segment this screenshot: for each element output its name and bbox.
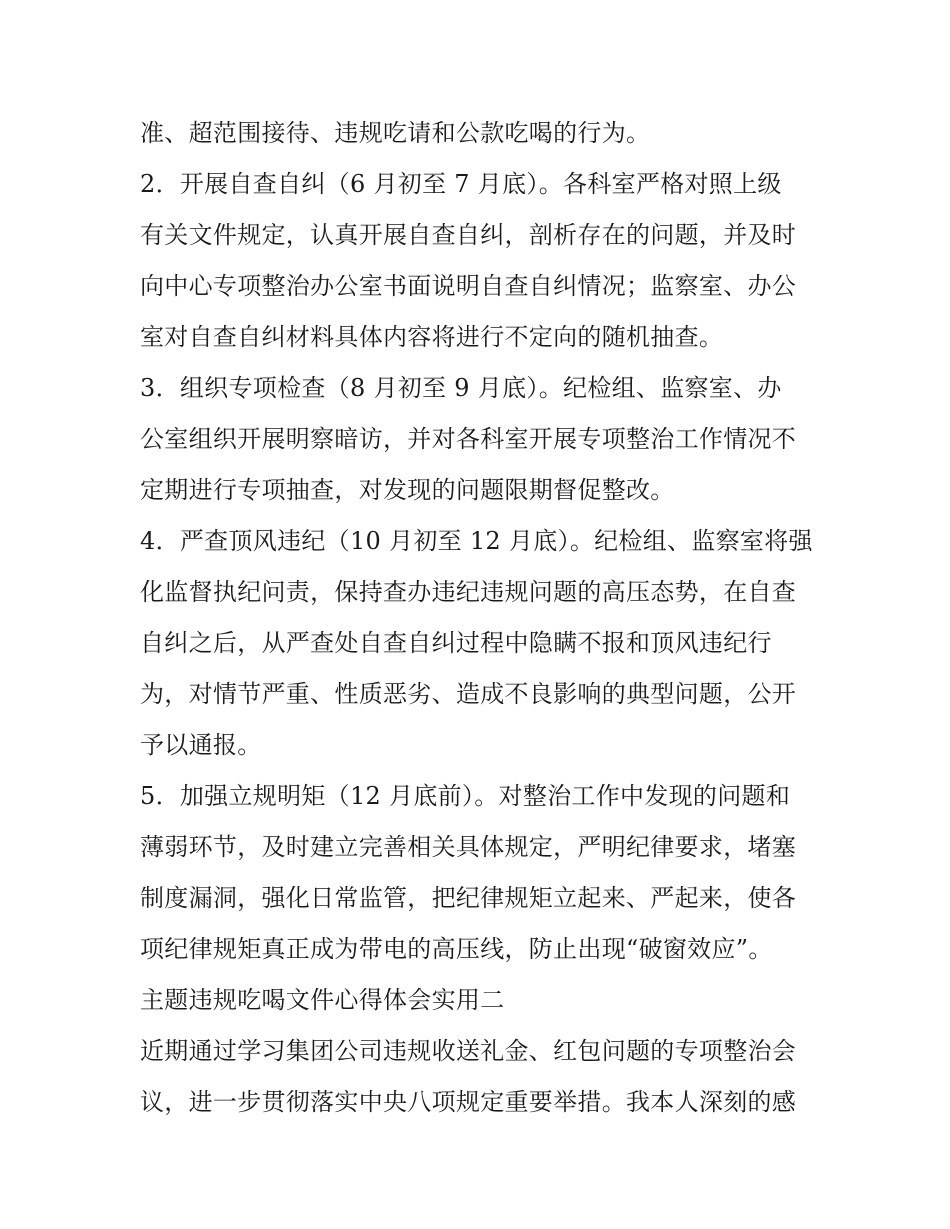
text-line: 向中心专项整治办公室书面说明自查自纠情况；监察室、办公 bbox=[140, 272, 797, 300]
text-line: 议，进一步贯彻落实中央八项规定重要举措。我本人深刻的感 bbox=[140, 1088, 797, 1116]
document-body bbox=[140, 108, 820, 1128]
text-line: 定期进行专项抽查，对发现的问题限期督促整改。 bbox=[140, 476, 675, 504]
section-title: 主题违规吃喝文件心得体会实用二 bbox=[140, 986, 505, 1014]
text-line: 予以通报。 bbox=[140, 731, 262, 759]
text-line: 制度漏洞，强化日常监管，把纪律规矩立起来、严起来，使各 bbox=[140, 884, 797, 912]
list-item-5-heading: 5．加强立规明矩（12 月底前）。对整治工作中发现的问题和 bbox=[140, 782, 791, 810]
list-item-2-heading: 2．开展自查自纠（6 月初至 7 月底）。各科室严格对照上级 bbox=[140, 170, 782, 198]
list-item-4-heading: 4．严查顶风违纪（10 月初至 12 月底）。纪检组、监察室将强 bbox=[140, 527, 813, 555]
text-line: 薄弱环节，及时建立完善相关具体规定，严明纪律要求，堵塞 bbox=[140, 833, 797, 861]
text-line: 化监督执纪问责，保持查办违纪违规问题的高压态势，在自查 bbox=[140, 578, 797, 606]
text-line: 自纠之后，从严查处自查自纠过程中隐瞒不报和顶风违纪行 bbox=[140, 629, 772, 657]
list-item-3-heading: 3．组织专项检查（8 月初至 9 月底）。纪检组、监察室、办 bbox=[140, 374, 782, 402]
text-line: 为，对情节严重、性质恶劣、造成不良影响的典型问题，公开 bbox=[140, 680, 797, 708]
text-line: 室对自查自纠材料具体内容将进行不定向的随机抽查。 bbox=[140, 323, 724, 351]
text-line: 准、超范围接待、违规吃请和公款吃喝的行为。 bbox=[140, 119, 651, 147]
text-line: 有关文件规定，认真开展自查自纠，剖析存在的问题，并及时 bbox=[140, 221, 797, 249]
text-line: 公室组织开展明察暗访，并对各科室开展专项整治工作情况不 bbox=[140, 425, 797, 453]
text-line: 近期通过学习集团公司违规收送礼金、红包问题的专项整治会 bbox=[140, 1037, 797, 1065]
text-line: 项纪律规矩真正成为带电的高压线，防止出现“破窗效应”。 bbox=[140, 935, 773, 963]
